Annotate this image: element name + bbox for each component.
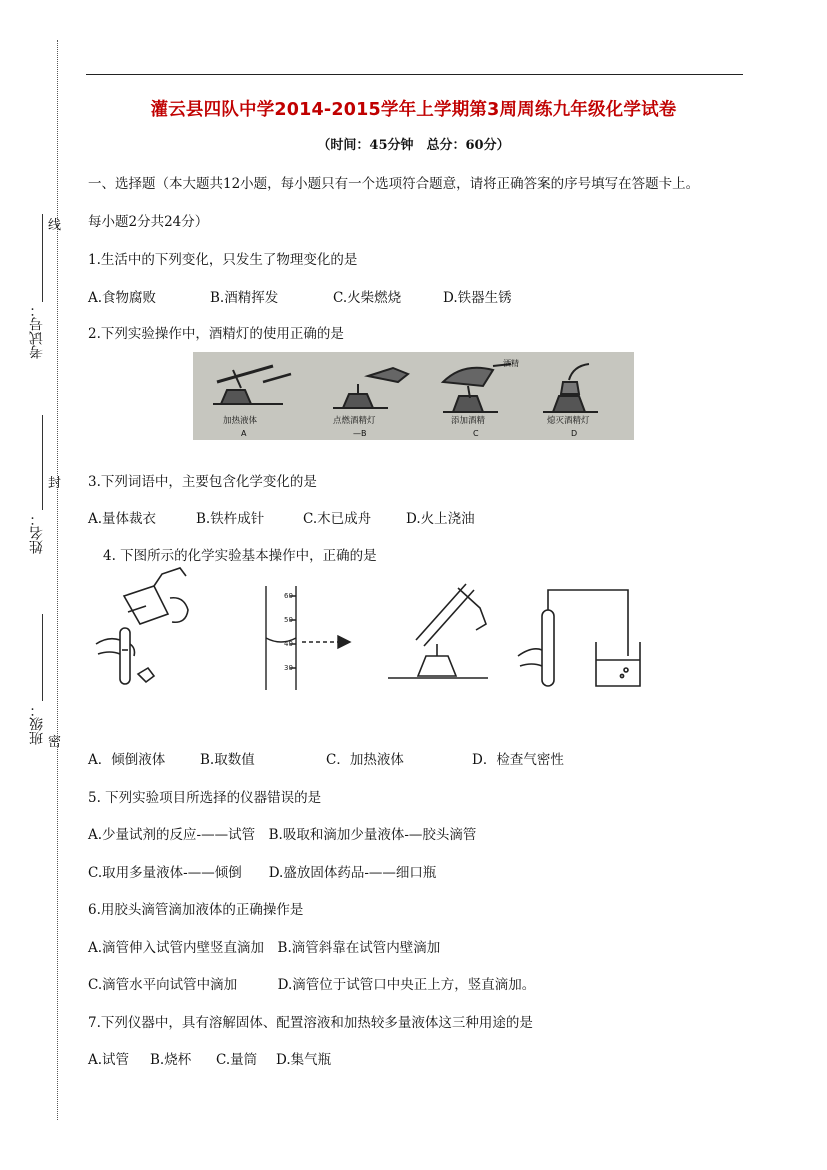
question-3-option-d: D.火上浇油 — [406, 511, 475, 527]
name-label: 姓名： — [29, 512, 45, 554]
question-5-line2: C.取用多量液体-——倾倒 D.盛放固体药品-——细口瓶 — [88, 865, 437, 881]
class-line — [42, 614, 43, 701]
question-7-stem: 7.下列仪器中，具有溶解固体、配置溶液和加热较多量液体这三种用途的是 — [88, 1015, 533, 1031]
question-7-option-b: B.烧杯 — [150, 1052, 192, 1068]
question-6-line1: A.滴管伸入试管内壁竖直滴加 B.滴管斜靠在试管内壁滴加 — [88, 940, 441, 956]
section-intro-line1: 一、选择题（本大题共12小题，每小题只有一个选项符合题意，请将正确答案的序号填写在答题卡上。 — [88, 176, 700, 192]
name-line — [42, 415, 43, 510]
figure-letter-b: —B — [353, 429, 367, 438]
scale-tick-50: 50 — [284, 616, 293, 624]
figure-note-alcohol: 酒精 — [503, 359, 519, 368]
question-7-option-a: A.试管 — [88, 1052, 130, 1068]
airtightness-check-illustration — [518, 590, 640, 686]
binding-mark-secret: 密 — [48, 735, 62, 750]
question-4-option-a: A．倾倒液体 — [88, 752, 166, 768]
question-1-stem: 1.生活中的下列变化，只发生了物理变化的是 — [88, 252, 358, 268]
scale-tick-30: 30 — [284, 664, 293, 672]
exam-number-line — [42, 214, 43, 302]
figure-label-b: 点燃酒精灯 — [333, 416, 376, 426]
question-4-figures — [88, 566, 648, 696]
page-subtitle: （时间：45分钟 总分：60分） — [317, 138, 510, 153]
class-label: 班级： — [29, 703, 45, 745]
exam-number-label: 考试号： — [29, 303, 45, 359]
binding-mark-line: 线 — [48, 218, 62, 233]
alcohol-lamp-illustrations — [193, 352, 634, 440]
figure-letter-c: C — [473, 429, 479, 438]
section-intro-line2: 每小题2分共24分） — [88, 214, 209, 230]
header-rule — [86, 74, 743, 75]
figure-letter-d: D — [571, 429, 578, 438]
question-4-option-c: C．加热液体 — [326, 752, 404, 768]
question-4-option-d: D．检查气密性 — [472, 752, 564, 768]
question-3-option-b: B.铁杵成针 — [196, 511, 265, 527]
question-1-option-b: B.酒精挥发 — [210, 290, 279, 306]
pouring-liquid-illustration — [96, 568, 188, 684]
figure-label-a: 加热液体 — [223, 416, 258, 426]
question-3-option-a: A.量体裁衣 — [88, 511, 157, 527]
question-1-option-c: C.火柴燃烧 — [333, 290, 402, 306]
question-7-option-d: D.集气瓶 — [276, 1052, 332, 1068]
page-title: 灌云县四队中学2014-2015学年上学期第3周周练九年级化学试卷 — [150, 100, 677, 120]
question-5-stem: 5. 下列实验项目所选择的仪器错误的是 — [88, 790, 322, 806]
question-4-stem: 4. 下图所示的化学实验基本操作中，正确的是 — [103, 548, 377, 564]
scale-tick-40: 40 — [284, 640, 293, 648]
question-1-option-d: D.铁器生锈 — [443, 290, 512, 306]
question-2-figure — [193, 352, 634, 440]
question-6-stem: 6.用胶头滴管滴加液体的正确操作是 — [88, 902, 304, 918]
figure-label-d: 熄灭酒精灯 — [547, 416, 590, 426]
scale-tick-60: 60 — [284, 592, 293, 600]
binding-dotted-line — [57, 40, 58, 1120]
question-7-option-c: C.量筒 — [216, 1052, 258, 1068]
binding-mark-seal: 封 — [48, 476, 62, 491]
graduated-cylinder-illustration — [266, 586, 350, 690]
question-1-option-a: A.食物腐败 — [88, 290, 157, 306]
question-6-line2: C.滴管水平向试管中滴加 D.滴管位于试管口中央正上方，竖直滴加。 — [88, 977, 536, 993]
figure-label-c: 添加酒精 — [451, 416, 486, 426]
question-5-line1: A.少量试剂的反应-——试管 B.吸取和滴加少量液体-—胶头滴管 — [88, 827, 477, 843]
question-4-option-b: B.取数值 — [200, 752, 255, 768]
question-3-option-c: C.木已成舟 — [303, 511, 372, 527]
question-2-stem: 2.下列实验操作中，酒精灯的使用正确的是 — [88, 326, 344, 342]
question-3-stem: 3.下列词语中，主要包含化学变化的是 — [88, 474, 317, 490]
heating-liquid-illustration — [388, 584, 488, 678]
figure-letter-a: A — [241, 429, 247, 438]
